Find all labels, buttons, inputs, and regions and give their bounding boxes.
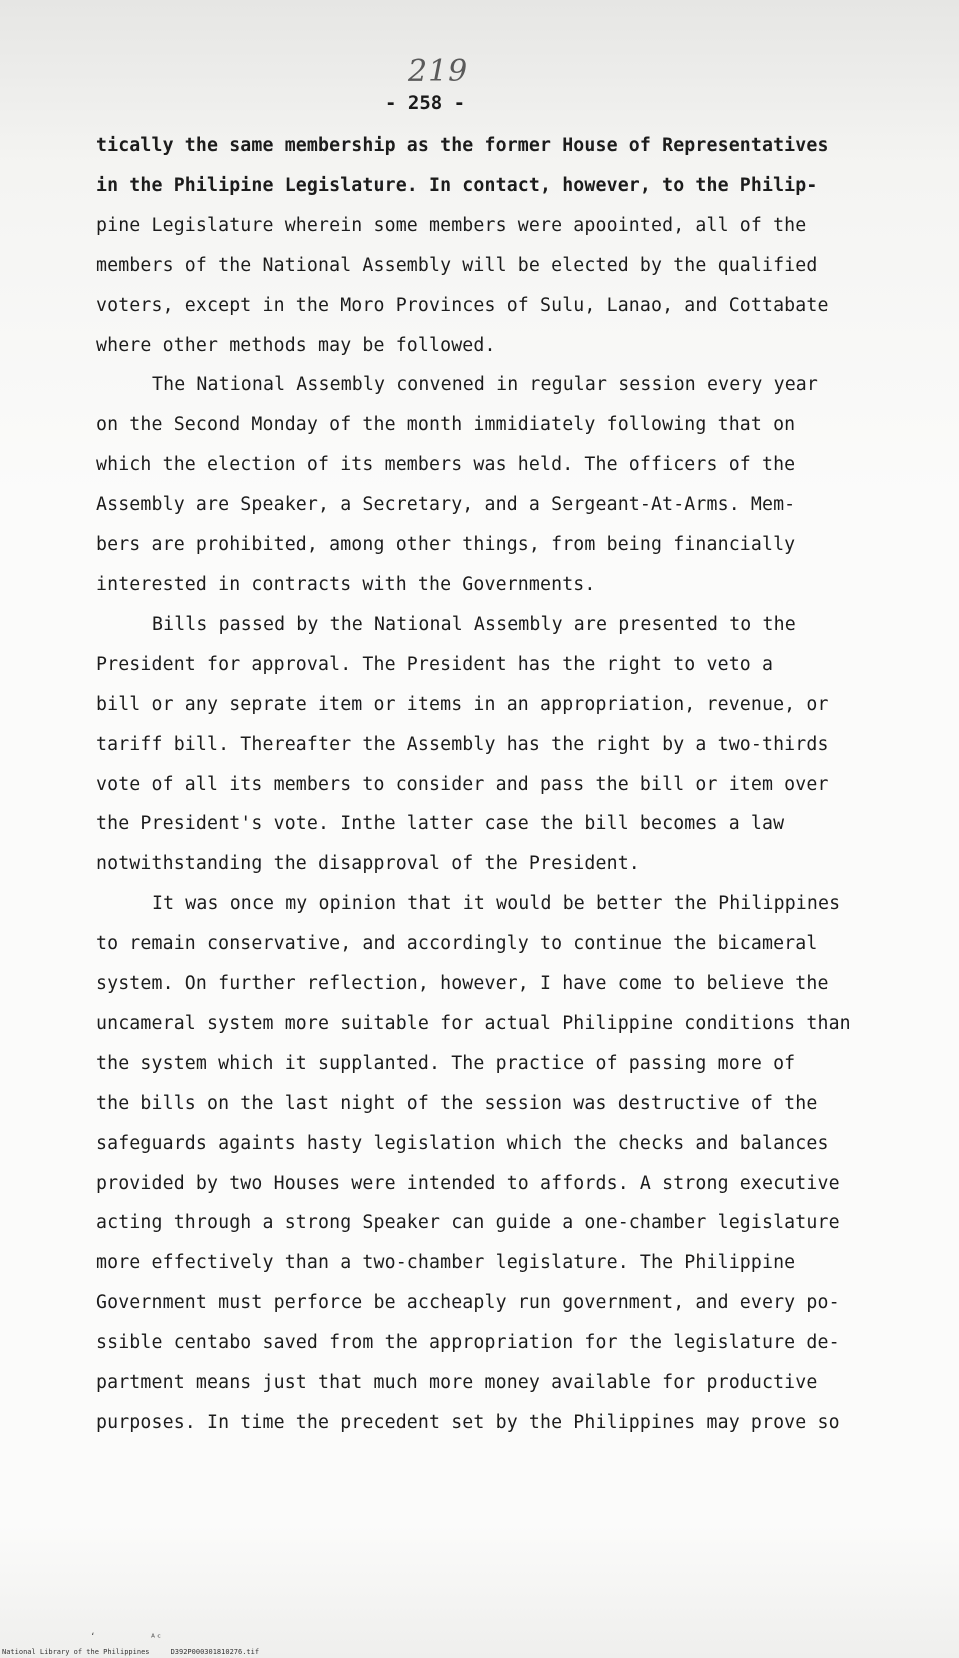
text-line: interested in contracts with the Governments.	[96, 573, 596, 595]
text-line: bill or any seprate item or items in an appropriation, revenue, or	[96, 693, 829, 715]
text-line: President for approval. The President has the right to veto a	[96, 653, 774, 675]
text-line: Assembly are Speaker, a Secretary, and a Sergeant-At-Arms. Mem-	[96, 494, 796, 516]
paragraph-3	[96, 605, 906, 884]
typed-page-number: - 258 -	[385, 92, 466, 114]
scan-mark: ʻ	[90, 1632, 96, 1642]
text-line: ssible centabo saved from the appropriation for the legislature de-	[96, 1332, 840, 1354]
text-line: where other methods may be followed.	[96, 334, 496, 356]
text-line: It was once my opinion that it would be better the Philippines	[152, 893, 841, 915]
text-line: vote of all its members to consider and pass the bill or item over	[96, 773, 829, 795]
paragraph-2	[96, 365, 906, 604]
text-line: acting through a strong Speaker can guide a one-chamber legislature	[96, 1212, 840, 1234]
text-line: pine Legislature wherein some members were apoointed, all of the	[96, 214, 807, 236]
paragraph-1	[96, 126, 906, 365]
text-line: more effectively than a two-chamber legislature. The Philippine	[96, 1252, 796, 1274]
text-line: bers are prohibited, among other things, from being financially	[96, 534, 796, 556]
text-line: the President's vote. Inthe latter case the bill becomes a law	[96, 813, 785, 835]
text-line: safeguards againts hasty legislation which the checks and balances	[96, 1132, 829, 1154]
text-line: to remain conservative, and accordingly to continue the bicameral	[96, 933, 818, 955]
text-line: tariff bill. Thereafter the Assembly has the right by a two-thirds	[96, 733, 829, 755]
text-line: partment means just that much more money available for productive	[96, 1372, 818, 1394]
paragraph-4	[96, 884, 906, 1443]
scan-footer-label: National Library of the Philippines D392P000301810276.tif	[2, 1648, 260, 1656]
document-body	[96, 126, 906, 1443]
handwritten-page-number: 219	[408, 54, 469, 89]
text-line: notwithstanding the disapproval of the President.	[96, 853, 640, 875]
text-line: in the Philipine Legislature. In contact, however, to the Philip-	[96, 174, 818, 196]
text-line: Bills passed by the National Assembly are presented to the	[152, 613, 796, 635]
text-line: tically the same membership as the former House of Representatives	[96, 135, 829, 156]
text-line: on the Second Monday of the month immidiately following that on	[96, 414, 796, 436]
text-line: uncameral system more suitable for actual Philippine conditions than	[96, 1012, 851, 1034]
text-line: the system which it supplanted. The practice of passing more of	[96, 1052, 796, 1074]
text-line: voters, except in the Moro Provinces of Sulu, Lanao, and Cottabate	[96, 294, 829, 316]
text-line: the bills on the last night of the session was destructive of the	[96, 1092, 818, 1114]
scan-mark: ᴬᶜ	[150, 1633, 163, 1644]
text-line: purposes. In time the precedent set by the Philippines may prove so	[96, 1412, 840, 1433]
text-line: Government must perforce be accheaply run government, and every po-	[96, 1292, 840, 1314]
text-line: system. On further reflection, however, I have come to believe the	[96, 973, 829, 995]
text-line: members of the National Assembly will be elected by the qualified	[96, 254, 818, 276]
text-line: which the election of its members was held. The officers of the	[96, 454, 796, 476]
text-line: The National Assembly convened in regular session every year	[152, 374, 818, 396]
text-line: provided by two Houses were intended to affords. A strong executive	[96, 1172, 840, 1194]
